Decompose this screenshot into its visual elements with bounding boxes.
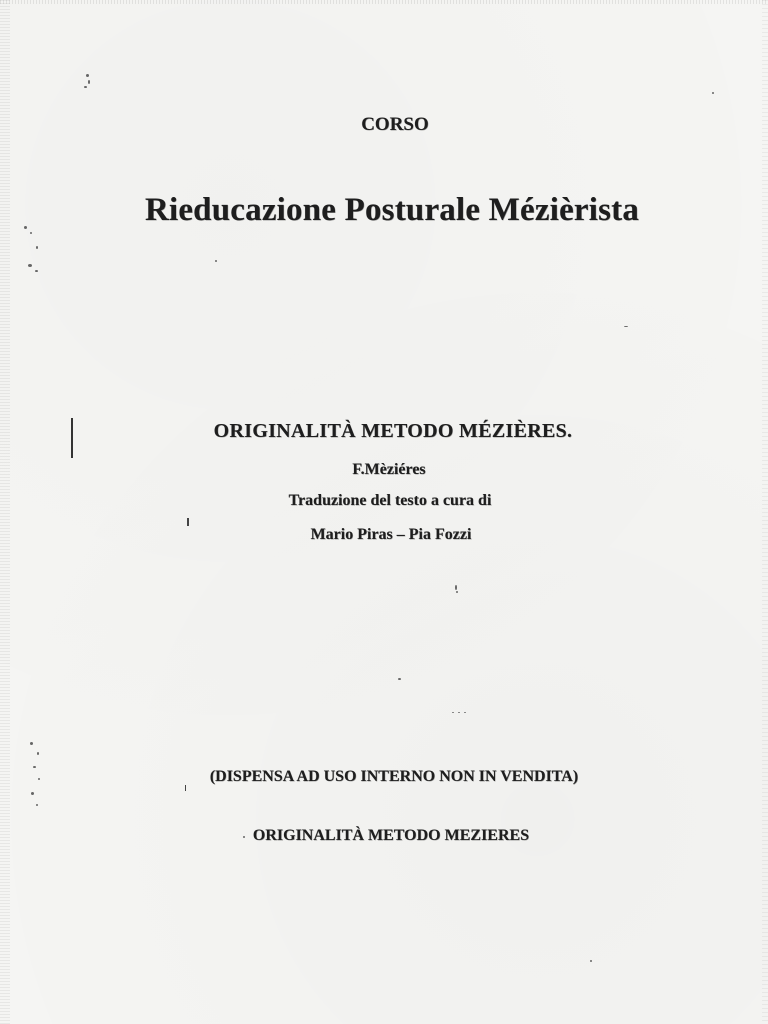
speck — [84, 86, 87, 88]
speck — [38, 778, 40, 780]
document-subtitle: ORIGINALITÀ METODO MÉZIÈRES. — [213, 420, 573, 442]
speck — [35, 270, 38, 272]
speck — [28, 264, 32, 267]
course-label: CORSO — [361, 114, 429, 135]
translator-names: Mario Piras – Pia Fozzi — [310, 526, 472, 543]
section-heading: ORIGINALITÀ METODO MEZIERES — [252, 827, 530, 844]
distribution-notice: (DISPENSA AD USO INTERNO NON IN VENDITA) — [209, 768, 579, 785]
speck — [30, 232, 32, 234]
document-title: Rieducazione Posturale Mézièrista — [144, 192, 640, 228]
speck — [464, 712, 466, 713]
speck — [398, 678, 401, 680]
speck — [624, 326, 628, 327]
scan-edge-left — [0, 0, 10, 1024]
speck — [86, 74, 89, 77]
speck — [33, 766, 36, 768]
speck — [243, 836, 245, 838]
scan-edge-top — [0, 0, 768, 4]
stray-mark — [187, 518, 189, 526]
speck — [458, 712, 460, 713]
speck — [36, 804, 38, 806]
scan-edge-right — [762, 0, 768, 1024]
speck — [590, 960, 592, 962]
translation-credit: Traduzione del testo a cura di — [288, 492, 492, 509]
speck — [712, 92, 714, 94]
speck — [455, 585, 457, 590]
speck — [452, 712, 454, 713]
author-name: F.Mèziéres — [352, 461, 426, 478]
stray-mark — [185, 785, 186, 791]
speck — [456, 591, 458, 593]
speck — [31, 792, 34, 795]
speck — [36, 246, 38, 249]
speck — [88, 80, 90, 84]
speck — [37, 752, 39, 755]
speck — [215, 260, 217, 262]
speck — [30, 742, 33, 745]
speck — [24, 226, 27, 229]
